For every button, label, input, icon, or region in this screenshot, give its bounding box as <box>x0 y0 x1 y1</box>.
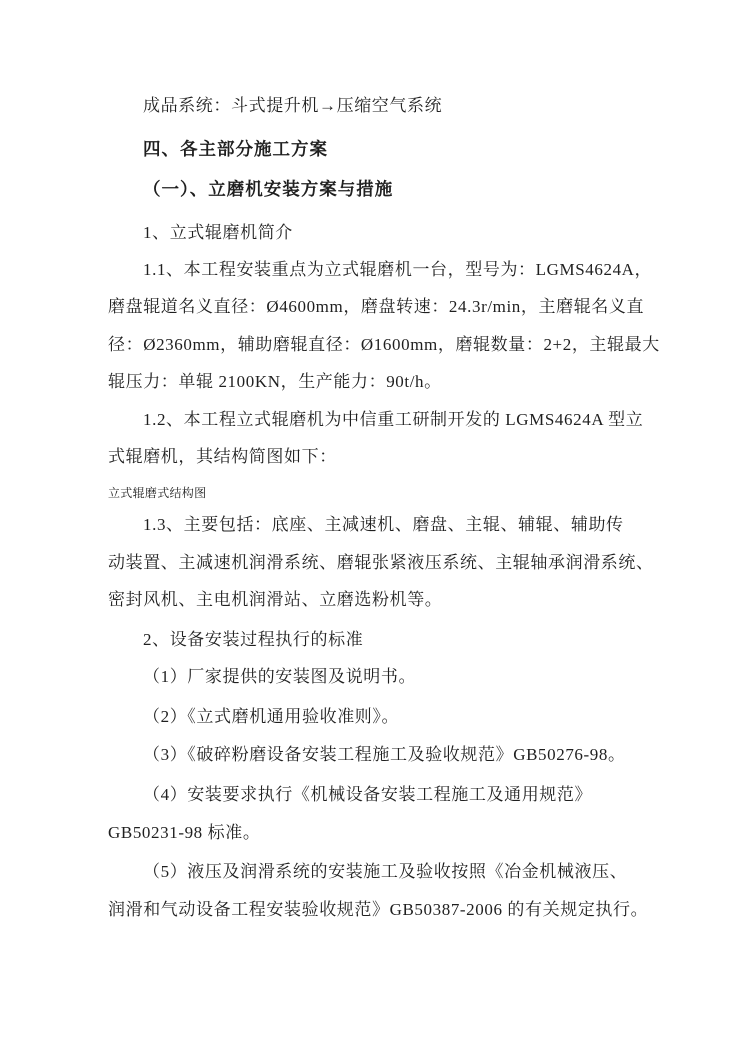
subsection-heading: （一）、立磨机安装方案与措施 <box>143 179 394 199</box>
list-item: （3）《破碎粉磨设备安装工程施工及验收规范》GB50276-98。 <box>143 745 626 764</box>
text-line: 1.1、本工程安装重点为立式辊磨机一台，型号为：LGMS4624A， <box>143 260 653 279</box>
text-line: 式辊磨机，其结构简图如下： <box>108 447 337 466</box>
text-line: 径：Ø2360mm，辅助磨辊直径：Ø1600mm，磨辊数量：2+2，主辊最大 <box>108 335 660 354</box>
text-line: 2、设备安装过程执行的标准 <box>143 630 364 649</box>
text-line: 润滑和气动设备工程安装验收规范》GB50387-2006 的有关规定执行。 <box>108 900 649 919</box>
text-line: 1、立式辊磨机简介 <box>143 223 293 242</box>
list-item: （5）液压及润滑系统的安装施工及验收按照《冶金机械液压、 <box>143 862 628 881</box>
text-line: 磨盘辊道名义直径：Ø4600mm，磨盘转速：24.3r/min，主磨辊名义直 <box>108 297 645 316</box>
list-item: （1）厂家提供的安装图及说明书。 <box>143 667 417 686</box>
text-line: 成品系统：斗式提升机→压缩空气系统 <box>143 96 443 115</box>
section-heading: 四、各主部分施工方案 <box>143 139 328 159</box>
text-line: 动装置、主减速机润滑系统、磨辊张紧液压系统、主辊轴承润滑系统、 <box>108 553 654 572</box>
text-line: GB50231-98 标准。 <box>108 823 261 842</box>
list-item: （4）安装要求执行《机械设备安装工程施工及通用规范》 <box>143 785 593 804</box>
text-line: 密封风机、主电机润滑站、立磨选粉机等。 <box>108 590 443 609</box>
text-line: 辊压力：单辊 2100KN，生产能力：90t/h。 <box>108 372 442 391</box>
text-line: 1.3、主要包括：底座、主减速机、磨盘、主辊、辅辊、辅助传 <box>143 515 624 534</box>
text-line: 1.2、本工程立式辊磨机为中信重工研制开发的 LGMS4624A 型立 <box>143 410 644 429</box>
list-item: （2）《立式磨机通用验收准则》。 <box>143 707 400 726</box>
figure-caption: 立式辊磨式结构图 <box>108 486 207 500</box>
